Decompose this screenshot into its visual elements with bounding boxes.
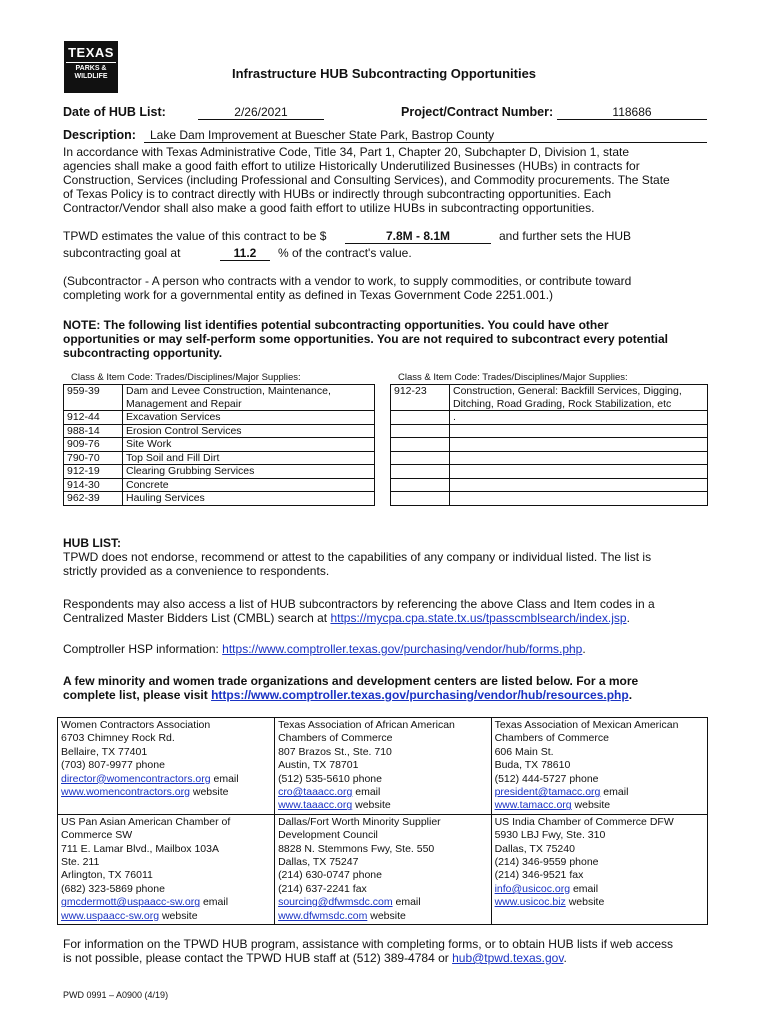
org-email-line [278,896,488,909]
note-line: NOTE: The following list identifies potential subcontracting opportunities. You could have other [63,318,609,332]
org-email-link[interactable]: info@usicoc.org [494,882,571,895]
class-item-code: 962-39 [64,492,123,506]
code-row [391,492,708,506]
trade-description: Site Work [123,438,375,452]
email-suffix: email [200,896,229,909]
minority-line2 [63,688,703,702]
hub-text-line: TPWD does not endorse, recommend or attest to the capabilities of any company or individual listed. The list is [63,550,652,564]
trade-description [450,424,708,438]
intro-line: of Texas Policy is to contract directly with HUBs or indirectly through subcontracting opportunities. Each [63,187,612,201]
org-address: Dallas, TX 75240 [494,842,575,855]
trade-description: Top Soil and Fill Dirt [123,451,375,465]
website-suffix: website [571,799,611,812]
minority-paragraph [63,674,703,702]
trade-description: . [450,411,708,425]
estimate-mid: and further sets the HUB [499,229,632,243]
description-value: Lake Dam Improvement at Buescher State Park, Bastrop County [144,128,707,143]
org-website-link[interactable]: www.womencontractors.org [61,786,190,799]
email-suffix: email [570,882,599,895]
org-address: 6703 Chimney Rock Rd. [61,732,175,745]
class-item-code: 912-23 [391,385,450,411]
org-website-line [495,799,704,812]
closing-paragraph [63,937,703,965]
code-row [391,424,708,438]
class-item-code [391,451,450,465]
org-name: Dallas/Fort Worth Minority Supplier [278,815,441,828]
codes-left-header: Class & Item Code: Trades/Disciplines/Major Supplies: [71,372,301,383]
trade-description: Construction, General: Backfill Services, Digging, Ditching, Road Grading, Rock Stabilization, etc [450,385,708,411]
minority-post: . [628,688,633,702]
trade-description [450,492,708,506]
class-item-code [391,492,450,506]
org-cell [58,814,275,924]
project-value: 118686 [557,105,707,120]
cmbl-pre: Centralized Master Bidders List (CMBL) search at [63,611,331,625]
org-address: Arlington, TX 76011 [61,869,153,882]
org-website-line [61,910,271,923]
org-website-line [278,799,488,812]
org-address: Ste. 211 [61,856,100,869]
class-item-code: 912-44 [64,411,123,425]
code-row [391,451,708,465]
trade-description: Excavation Services [123,411,375,425]
intro-paragraph [63,145,703,215]
org-email-link[interactable]: president@tamacc.org [494,786,601,799]
org-address: 5930 LBJ Fwy, Ste. 310 [494,829,606,842]
closing-line2 [63,951,703,965]
hub-list-text [63,550,703,578]
code-row [64,385,375,411]
website-suffix: website [367,909,406,922]
closing-pre: is not possible, please contact the TPWD HUB staff at (512) 389-4784 or [63,951,453,965]
hsp-pre: Comptroller HSP information: [63,642,223,656]
code-row [391,478,708,492]
codes-right-header: Class & Item Code: Trades/Disciplines/Major Supplies: [398,372,628,383]
hub-email-link[interactable]: hub@tpwd.texas.gov [452,951,564,965]
cmbl-line2 [63,611,703,625]
website-suffix: website [565,896,605,909]
intro-line: Construction, Services (including Professional and Consulting Services), and Commodity procurements. The State [63,173,670,187]
org-name: US Pan Asian American Chamber of [61,815,231,828]
website-suffix: website [189,786,229,799]
org-name: Development Council [278,829,378,842]
description-label: Description: [63,128,136,142]
trade-description: Erosion Control Services [123,424,375,438]
org-name: Women Contractors Association [61,719,211,731]
trade-description: Hauling Services [123,492,375,506]
codes-left-table [63,384,375,506]
org-phone: (703) 807-9977 phone [61,759,165,772]
estimate-value: 7.8M - 8.1M [345,229,491,244]
trade-description [450,438,708,452]
website-suffix: website [159,909,198,922]
logo-line3-text: WILDLIFE [74,73,108,80]
website-suffix: website [352,799,391,812]
org-website-link[interactable]: www.uspaacc-sw.org [61,909,160,922]
logo-line2-text: PARKS & [75,65,107,72]
date-label: Date of HUB List: [63,105,166,119]
class-item-code [391,478,450,492]
org-email-link[interactable]: sourcing@dfwmsdc.com [278,896,393,909]
org-address: 711 E. Lamar Blvd., Mailbox 103A [61,842,219,855]
cmbl-paragraph [63,597,703,625]
class-item-code: 914-30 [64,478,123,492]
org-website-line [61,786,271,799]
hsp-link[interactable]: https://www.comptroller.texas.gov/purchasing/vendor/hub/forms.php [222,642,583,656]
code-row [64,492,375,506]
resources-link[interactable]: https://www.comptroller.texas.gov/purchasing/vendor/hub/resources.php [211,688,629,702]
page-title: Infrastructure HUB Subcontracting Opportunities [231,66,537,81]
trade-description [450,451,708,465]
org-row [58,814,708,924]
closing-line: For information on the TPWD HUB program, assistance with completing forms, or to obtain HUB lists if web access [63,937,674,951]
class-item-code: 912-19 [64,465,123,479]
org-phone: (682) 323-5869 phone [61,882,165,895]
email-suffix: email [210,772,239,785]
hsp-paragraph [63,642,703,656]
class-item-code: 988-14 [64,424,123,438]
estimate-pre2: subcontracting goal at [63,246,181,260]
code-row [64,478,375,492]
cmbl-line: Respondents may also access a list of HUB subcontractors by referencing the above Class and Item codes in a [63,597,655,611]
cmbl-link[interactable]: https://mycpa.cpa.state.tx.us/tpasscmblsearch/index.jsp [330,611,627,625]
org-email-link[interactable]: cro@taaacc.org [278,786,353,799]
org-address: 807 Brazos St., Ste. 710 [278,745,392,758]
org-cell [58,718,275,815]
class-item-code [391,465,450,479]
closing-post: . [563,951,567,965]
minority-line: A few minority and women trade organizations and development centers are listed below. For a more [63,674,639,688]
form-number: PWD 0991 – A0900 (4/19) [63,990,169,1000]
org-cell [491,814,707,924]
org-website-link[interactable]: www.dfwmsdc.com [278,909,368,922]
org-address: Austin, TX 78701 [278,759,359,772]
org-phone: (214) 346-9559 phone [494,856,599,869]
org-email-line [278,786,488,799]
hub-list-heading: HUB LIST: [63,536,121,550]
intro-line: agencies shall make a good faith effort to utilize Historically Underutilized Businesses (HUBs) in contracts for [63,159,640,173]
org-cell [491,718,707,815]
estimate-post: % of the contract's value. [278,246,412,260]
subcontractor-definition [63,274,703,302]
email-suffix: email [352,786,381,799]
email-suffix: email [392,896,421,909]
org-phone: (214) 346-9521 fax [494,869,584,882]
org-address: Bellaire, TX 77401 [61,745,148,758]
trade-description: Concrete [123,478,375,492]
code-row [391,385,708,411]
cmbl-post: . [626,611,630,625]
org-email-link[interactable]: gmcdermott@uspaacc-sw.org [61,896,201,909]
org-address: Dallas, TX 75247 [278,856,359,869]
org-website-line [278,910,488,923]
class-item-code: 909-76 [64,438,123,452]
org-email-line [495,786,704,799]
trade-description [450,478,708,492]
org-name: Texas Association of Mexican American [494,719,679,731]
trade-description: Clearing Grubbing Services [123,465,375,479]
org-address: 8828 N. Stemmons Fwy, Ste. 550 [278,842,435,855]
org-name: Chambers of Commerce [494,732,609,745]
org-cell [275,814,492,924]
date-value: 2/26/2021 [198,105,324,120]
organizations-table [57,717,708,925]
code-row [391,438,708,452]
definition-line: completing work for a governmental entity as defined in Texas Government Code 2251.001.) [63,288,554,302]
definition-line: (Subcontractor - A person who contracts with a vendor to work, to supply commodities, or contribute toward [63,274,632,288]
org-name: US India Chamber of Commerce DFW [494,815,674,828]
class-item-code: 959-39 [64,385,123,411]
logo-line1: TEXAS [68,45,114,60]
code-row [391,411,708,425]
trade-description [450,465,708,479]
org-website-link[interactable]: www.taaacc.org [278,799,353,812]
org-name: Commerce SW [61,829,133,842]
org-website-link[interactable]: www.tamacc.org [494,799,572,812]
note-paragraph [63,318,703,360]
org-email-line [495,883,704,896]
code-row [391,465,708,479]
org-phone: (512) 444-5727 phone [494,772,599,785]
code-row [64,424,375,438]
note-line: opportunities or may self-perform some opportunities. You are not required to subcontract every potential [63,332,668,346]
hsp-post: . [582,642,586,656]
org-address: 606 Main St. [494,745,554,758]
org-phone: (214) 630-0747 phone [278,869,382,882]
intro-line: In accordance with Texas Administrative Code, Title 34, Part 1, Chapter 20, Subchapter D, Division 1, state [63,145,630,159]
project-label: Project/Contract Number: [401,105,554,119]
org-email-line [61,896,271,909]
codes-right-table [390,384,708,506]
code-row [64,451,375,465]
email-suffix: email [600,786,629,799]
org-cell [275,718,492,815]
org-website-line [495,896,704,909]
note-line: subcontracting opportunity. [63,346,223,360]
class-item-code [391,438,450,452]
code-row [64,411,375,425]
intro-line: Contractor/Vendor shall also make a good faith effort to utilize HUBs in subcontracting opportunities. [63,201,595,215]
org-phone: (512) 535-5610 phone [278,772,382,785]
goal-value: 11.2 [220,246,270,261]
trade-description: Dam and Levee Construction, Maintenance, Management and Repair [123,385,375,411]
hub-text-line: strictly provided as a convenience to respondents. [63,564,330,578]
class-item-code [391,424,450,438]
org-name: Texas Association of African American [278,719,455,731]
minority-pre: complete list, please visit [63,688,212,702]
class-item-code: 790-70 [64,451,123,465]
code-row [64,438,375,452]
org-name: Chambers of Commerce [278,732,393,745]
class-item-code [391,411,450,425]
estimate-pre: TPWD estimates the value of this contract to be $ [63,229,327,243]
org-phone: (214) 637-2241 fax [278,882,367,895]
org-email-link[interactable]: director@womencontractors.org [61,772,211,785]
org-email-line [61,773,271,786]
org-row [58,718,708,815]
code-row [64,465,375,479]
org-address: Buda, TX 78610 [494,759,571,772]
org-website-link[interactable]: www.usicoc.biz [494,896,566,909]
